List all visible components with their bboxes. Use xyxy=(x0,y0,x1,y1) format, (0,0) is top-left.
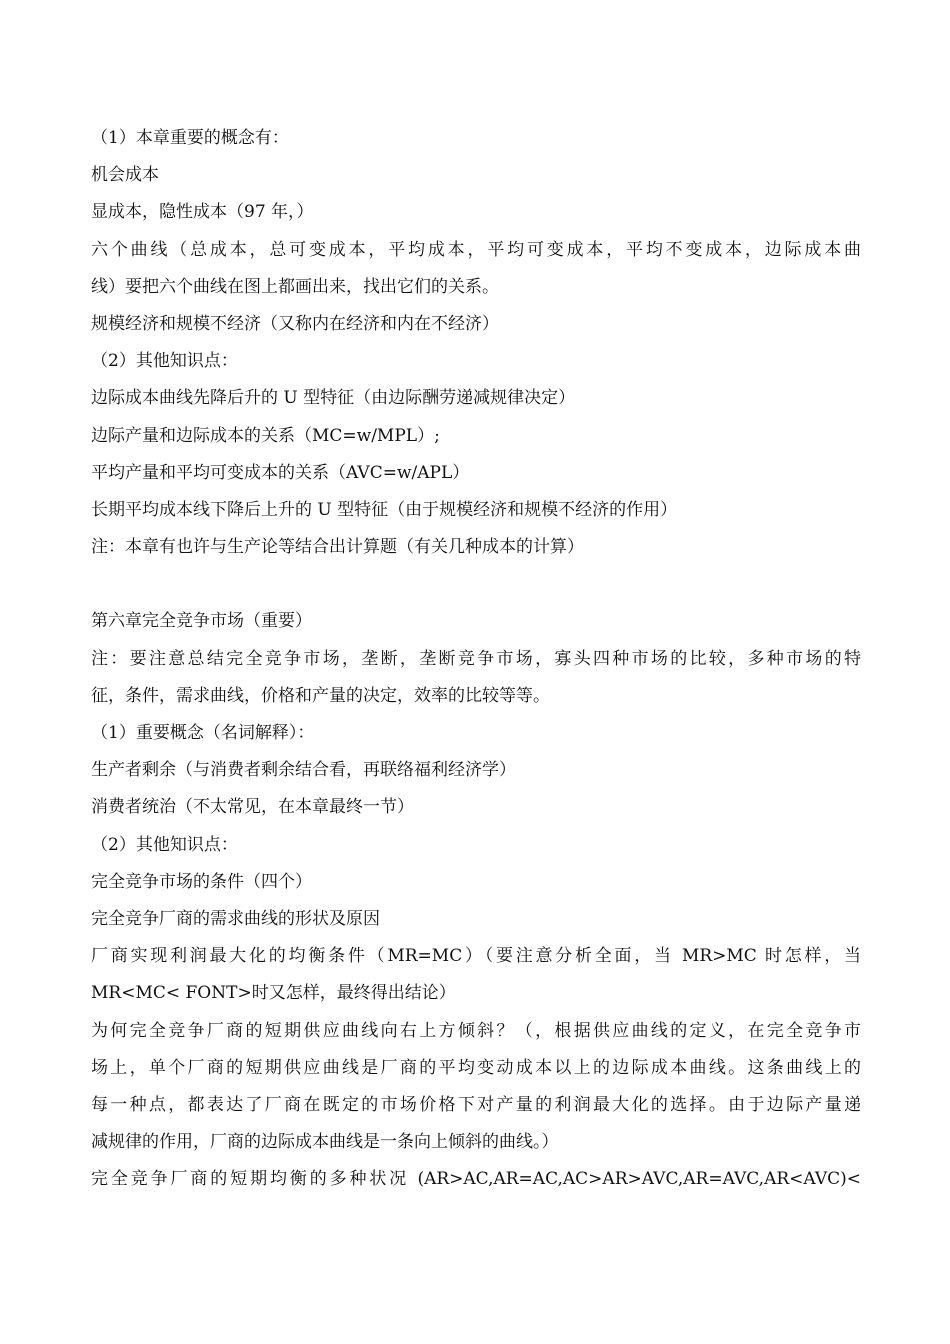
text-line: MR<MC< FONT>时又怎样，最终得出结论） xyxy=(91,983,456,1004)
text-line: 完全竞争厂商的需求曲线的形状及原因 xyxy=(91,908,380,929)
text-line: 平均产量和平均可变成本的关系（AVC=w/APL） xyxy=(91,462,470,483)
text-line: （1）本章重要的概念有： xyxy=(91,128,289,148)
text-line: 完全竞争市场的条件（四个） xyxy=(91,871,312,892)
text-line: （2）其他知识点： xyxy=(91,834,238,855)
text-line: （2）其他知识点： xyxy=(91,351,238,372)
text-line: （1）重要概念（名词解释）： xyxy=(91,723,315,743)
text-line: 减规律的作用，厂商的边际成本曲线是一条向上倾斜的曲线。） xyxy=(91,1132,559,1153)
text-line: 征，条件，需求曲线，价格和产量的决定，效率的比较等等。 xyxy=(91,685,550,706)
text-line: 每一种点，都表达了厂商在既定的市场价格下对产量的利润最大化的选择。由于边际产量递 xyxy=(91,1094,861,1115)
text-line: 长期平均成本线下降后上升的 U 型特征（由于规模经济和规模不经济的作用） xyxy=(91,499,678,520)
text-line: 生产者剩余（与消费者剩余结合看，再联络福利经济学） xyxy=(91,760,516,781)
text-line: 厂商实现利润最大化的均衡条件（MR=MC）（要注意分析全面，当 MR>MC 时怎样，当 xyxy=(91,946,861,967)
text-line: 六个曲线（总成本，总可变成本，平均成本，平均可变成本，平均不变成本，边际成本曲 xyxy=(91,239,861,260)
text-line: 消费者统治（不太常见，在本章最终一节） xyxy=(91,797,414,818)
document-body xyxy=(91,120,861,1198)
text-line: 机会成本 xyxy=(91,165,159,186)
text-line: 为何完全竞争厂商的短期供应曲线向右上方倾斜？（，根据供应曲线的定义，在完全竞争市 xyxy=(91,1020,861,1041)
text-line: 注：要注意总结完全竞争市场，垄断，垄断竞争市场，寡头四种市场的比较，多种市场的特 xyxy=(91,648,861,669)
text-line: 线）要把六个曲线在图上都画出来，找出它们的关系。 xyxy=(91,276,499,297)
text-line: 规模经济和规模不经济（又称内在经济和内在不经济） xyxy=(91,313,499,334)
text-line: 场上，单个厂商的短期供应曲线是厂商的平均变动成本以上的边际成本曲线。这条曲线上的 xyxy=(91,1057,861,1078)
text-line: 注：本章有也许与生产论等结合出计算题（有关几种成本的计算） xyxy=(91,537,584,558)
text-line: 显成本，隐性成本（97 年，） xyxy=(91,202,314,223)
text-line: 边际成本曲线先降后升的 U 型特征（由边际酬劳递减规律决定） xyxy=(91,388,576,409)
text-line: 边际产量和边际成本的关系（MC=w/MPL）; xyxy=(91,425,440,446)
chapter-heading: 第六章完全竞争市场（重要） xyxy=(91,611,312,632)
blank-line xyxy=(91,566,861,603)
text-line: 完全竞争厂商的短期均衡的多种状况 (AR>AC,AR=AC,AC>AR>AVC,AR=AVC,AR<AVC)< xyxy=(91,1169,861,1190)
